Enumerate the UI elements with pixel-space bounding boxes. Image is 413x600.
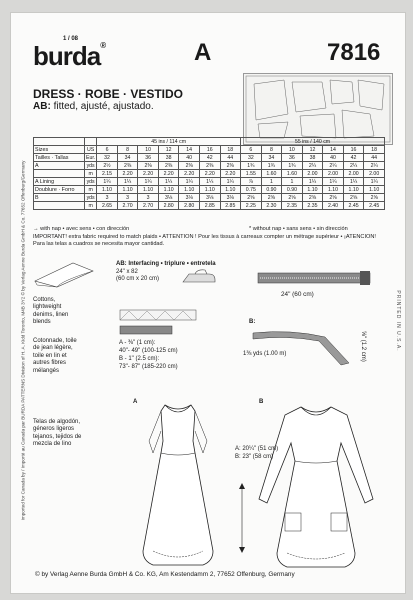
table-cell: 2¼ <box>364 162 385 170</box>
pattern-pieces-thumbnail <box>243 73 393 145</box>
table-cell: 32 <box>97 154 118 162</box>
table-cell: 3⅛ <box>179 194 200 202</box>
table-cell: 44 <box>364 154 385 162</box>
table-cell: 2.20 <box>158 170 179 178</box>
garment-title: DRESS · ROBE · VESTIDO <box>33 87 184 101</box>
table-cell: 14 <box>179 146 200 154</box>
table-cell: 2.65 <box>97 202 118 210</box>
table-row <box>34 154 385 162</box>
table-cell: 36 <box>282 154 303 162</box>
table-cell: 2⅜ <box>138 162 159 170</box>
table-cell: 2.35 <box>282 202 303 210</box>
table-cell <box>34 138 85 146</box>
table-cell: 2.35 <box>302 202 323 210</box>
table-cell: 2.20 <box>179 170 200 178</box>
nap-with-note: → with nap • avec sens • con dirección <box>33 226 130 232</box>
plaid-note: IMPORTANT! extra fabric required to match plaids • ATTENTION ! Pour les tissus à carreaux compter un métrage supérieur • ¡ATENCION! Para las telas a cuadros se necesita mayor cantidad. <box>33 234 376 247</box>
table-cell <box>85 138 97 146</box>
table-cell: 16 <box>199 146 220 154</box>
table-cell: 2.00 <box>323 170 344 178</box>
length-arrow-icon <box>237 483 247 553</box>
brand-logo: burda® <box>33 41 106 71</box>
table-cell: 2.20 <box>138 170 159 178</box>
table-cell: 40 <box>323 154 344 162</box>
bias-tape-a2-icon <box>119 325 173 335</box>
table-cell: A Lining <box>34 178 85 186</box>
table-cell: 38 <box>158 154 179 162</box>
table-cell: 2⅜ <box>158 162 179 170</box>
table-cell: 1¼ <box>117 178 138 186</box>
table-cell: US <box>85 146 97 154</box>
table-cell: 1¼ <box>179 178 200 186</box>
table-cell: 16 <box>343 146 364 154</box>
side-imprint: Imported for Canada by / Importé au Canada par BURDA PATTERNS Division of H. A. Kidd Toronto, M4B 3Y2 © by Verlag Aenne Burda GmbH & Co. 77652 Offenburg/Germany <box>20 160 26 521</box>
table-cell: 1¼ <box>199 178 220 186</box>
table-cell: 45 ins / 114 cm <box>97 138 241 146</box>
bias-b-label: B: <box>249 319 256 325</box>
table-cell: 2⅝ <box>241 194 262 202</box>
table-cell: Sizes <box>34 146 85 154</box>
table-cell: 8 <box>117 146 138 154</box>
bias-tape-b-length: 1⅜ yds (1.00 m) <box>243 351 287 357</box>
table-row <box>34 146 385 154</box>
table-cell: 6 <box>241 146 262 154</box>
table-cell: 3 <box>138 194 159 202</box>
table-cell: ⅞ <box>241 178 262 186</box>
table-cell: 1¼ <box>138 178 159 186</box>
table-cell: 1.60 <box>282 170 303 178</box>
table-cell <box>34 202 85 210</box>
table-cell: 12 <box>302 146 323 154</box>
table-cell: 1 <box>282 178 303 186</box>
table-row <box>34 178 385 186</box>
table-cell: 2⅝ <box>282 194 303 202</box>
table-cell: 2.20 <box>199 170 220 178</box>
table-cell: 0.75 <box>241 186 262 194</box>
table-cell <box>34 170 85 178</box>
table-cell: 2.15 <box>97 170 118 178</box>
table-cell: 2.00 <box>302 170 323 178</box>
table-row <box>34 138 385 146</box>
table-cell: 1¼ <box>220 178 241 186</box>
table-cell: Eur. <box>86 154 96 161</box>
size-yardage-table <box>33 137 385 210</box>
fabric-list-en: Cottons, lightweight denims, linen blends <box>33 297 69 326</box>
table-cell: 2⅝ <box>343 194 364 202</box>
table-cell: 2⅝ <box>364 194 385 202</box>
table-cell: 44 <box>220 154 241 162</box>
copyright-notice: © by Verlag Aenne Burda GmbH & Co. KG, Am Kestendamm 2, 77652 Offenburg, Germany <box>35 571 295 578</box>
table-cell: yds <box>85 178 97 186</box>
table-cell: 1.10 <box>179 186 200 194</box>
table-cell: 32 <box>241 154 262 162</box>
view-letter: A <box>194 39 212 66</box>
pattern-envelope-back <box>10 12 406 594</box>
table-cell: Tailles · Tallas <box>34 154 85 162</box>
table-row <box>34 186 385 194</box>
table-cell: 2.20 <box>117 170 138 178</box>
table-cell: 3 <box>117 194 138 202</box>
table-cell: 1.10 <box>199 186 220 194</box>
table-cell: 2¼ <box>323 162 344 170</box>
table-cell: 1.10 <box>138 186 159 194</box>
fabric-swatch-icon <box>33 259 95 289</box>
table-cell: 1¼ <box>302 178 323 186</box>
table-cell: 2.80 <box>158 202 179 210</box>
zipper-icon <box>256 267 376 289</box>
zipper-length: 24" (60 cm) <box>281 291 314 298</box>
printed-in-label: PRINTED IN U.S.A. <box>395 290 401 352</box>
issue-number: 1 / 08 <box>63 36 79 42</box>
table-cell: 2¼ <box>302 162 323 170</box>
table-cell: 36 <box>138 154 159 162</box>
table-cell: 8 <box>261 146 282 154</box>
table-cell: 2.85 <box>199 202 220 210</box>
table-cell: 42 <box>199 154 220 162</box>
table-cell: Doublure · Forro <box>34 186 85 194</box>
table-cell: 1.10 <box>220 186 241 194</box>
interfacing-info: AB: Interfacing • triplure • entretela 24" x 82 (60 cm x 20 cm) <box>116 261 216 282</box>
view-a-label: A <box>133 399 138 405</box>
iron-icon <box>181 268 217 286</box>
table-cell: 55 ins / 140 cm <box>241 138 385 146</box>
table-cell: 2.40 <box>323 202 344 210</box>
table-cell: 2⅜ <box>179 162 200 170</box>
table-cell: 10 <box>138 146 159 154</box>
view-b-label: B <box>259 399 264 405</box>
table-cell: 14 <box>323 146 344 154</box>
table-cell: 2.85 <box>220 202 241 210</box>
table-cell: 3⅛ <box>199 194 220 202</box>
table-cell: 34 <box>261 154 282 162</box>
table-cell: 3⅛ <box>158 194 179 202</box>
table-cell: 1.10 <box>343 186 364 194</box>
nap-without-note: * without nap • sans sens • sin dirección <box>249 226 348 232</box>
garment-subtitle: AB: fitted, ajusté, ajustado. <box>33 101 154 112</box>
table-cell: 2.20 <box>220 170 241 178</box>
table-cell: 1.10 <box>117 186 138 194</box>
table-cell: 1¾ <box>261 162 282 170</box>
table-cell: m <box>85 202 97 210</box>
table-cell: 12 <box>158 146 179 154</box>
dress-b-illustration <box>251 403 381 573</box>
table-cell: yds <box>85 194 97 202</box>
table-cell: 1.10 <box>302 186 323 194</box>
table-row <box>34 162 385 170</box>
table-cell: 18 <box>364 146 385 154</box>
table-cell: 2.30 <box>261 202 282 210</box>
table-cell: 2.70 <box>138 202 159 210</box>
table-cell: 2.80 <box>179 202 200 210</box>
fabric-list-es: Telas de algodón, géneros ligeros tejanos, tejidos de mezcla de lino <box>33 419 82 448</box>
bias-tape-b-icon <box>251 327 361 367</box>
table-cell: 3 <box>97 194 118 202</box>
bias-tape-a-info: A - ⅜" (1 cm): 40"- 49" (100-125 cm) B - 1" (2.5 cm): 73"- 87" (185-220 cm) <box>119 340 178 370</box>
table-cell: 1.55 <box>241 170 262 178</box>
table-cell: 10 <box>282 146 303 154</box>
finished-lengths: A: 20¼" (51 cm) B: 23" (58 cm) <box>235 446 279 460</box>
bias-tape-b-width: ⅝" (1.2 cm) <box>360 331 366 362</box>
table-cell: 2⅜ <box>220 162 241 170</box>
bias-tape-a-icon <box>119 309 197 321</box>
table-cell: 2⅜ <box>199 162 220 170</box>
table-cell: A <box>34 162 85 170</box>
table-cell: B <box>34 194 85 202</box>
table-cell: 34 <box>117 154 138 162</box>
dress-a-illustration <box>123 401 233 571</box>
table-cell: 40 <box>179 154 200 162</box>
table-cell: 2⅝ <box>323 194 344 202</box>
table-cell: 0.90 <box>261 186 282 194</box>
table-cell: m <box>85 170 97 178</box>
table-row <box>34 170 385 178</box>
table-cell: 3⅛ <box>220 194 241 202</box>
table-cell: 2⅝ <box>261 194 282 202</box>
table-cell: 42 <box>343 154 364 162</box>
table-cell: 1.10 <box>97 186 118 194</box>
table-cell: 1¼ <box>364 178 385 186</box>
pattern-number: 7816 <box>327 39 381 66</box>
table-cell: 0.90 <box>282 186 303 194</box>
table-cell: 2.45 <box>364 202 385 210</box>
table-cell: 1¾ <box>282 162 303 170</box>
table-cell: 1.60 <box>261 170 282 178</box>
table-cell: 2¼ <box>343 162 364 170</box>
table-cell: 1¼ <box>158 178 179 186</box>
table-cell: 1¾ <box>241 162 262 170</box>
table-cell: 1¼ <box>343 178 364 186</box>
table-cell: 2⅜ <box>117 162 138 170</box>
table-cell: 2.45 <box>343 202 364 210</box>
table-cell: 2.25 <box>241 202 262 210</box>
table-cell: 1¼ <box>323 178 344 186</box>
table-row <box>34 194 385 202</box>
table-cell: 1.10 <box>158 186 179 194</box>
table-row <box>34 202 385 210</box>
table-cell: 2.00 <box>364 170 385 178</box>
table-cell: 1 <box>261 178 282 186</box>
table-cell: 1.10 <box>323 186 344 194</box>
table-cell: m <box>85 186 97 194</box>
table-cell: 18 <box>220 146 241 154</box>
table-cell: 2⅝ <box>302 194 323 202</box>
table-cell: yds <box>85 162 97 170</box>
table-cell: 2½ <box>97 162 118 170</box>
table-cell: 6 <box>97 146 118 154</box>
table-cell: 1¼ <box>97 178 118 186</box>
table-cell: 2.00 <box>343 170 364 178</box>
table-cell: 2.70 <box>117 202 138 210</box>
fabric-list-fr: Cotonnade, toile de jean légère, toile en lin et autres fibres mélangés <box>33 338 77 374</box>
table-cell: 38 <box>302 154 323 162</box>
table-cell: 1.10 <box>364 186 385 194</box>
